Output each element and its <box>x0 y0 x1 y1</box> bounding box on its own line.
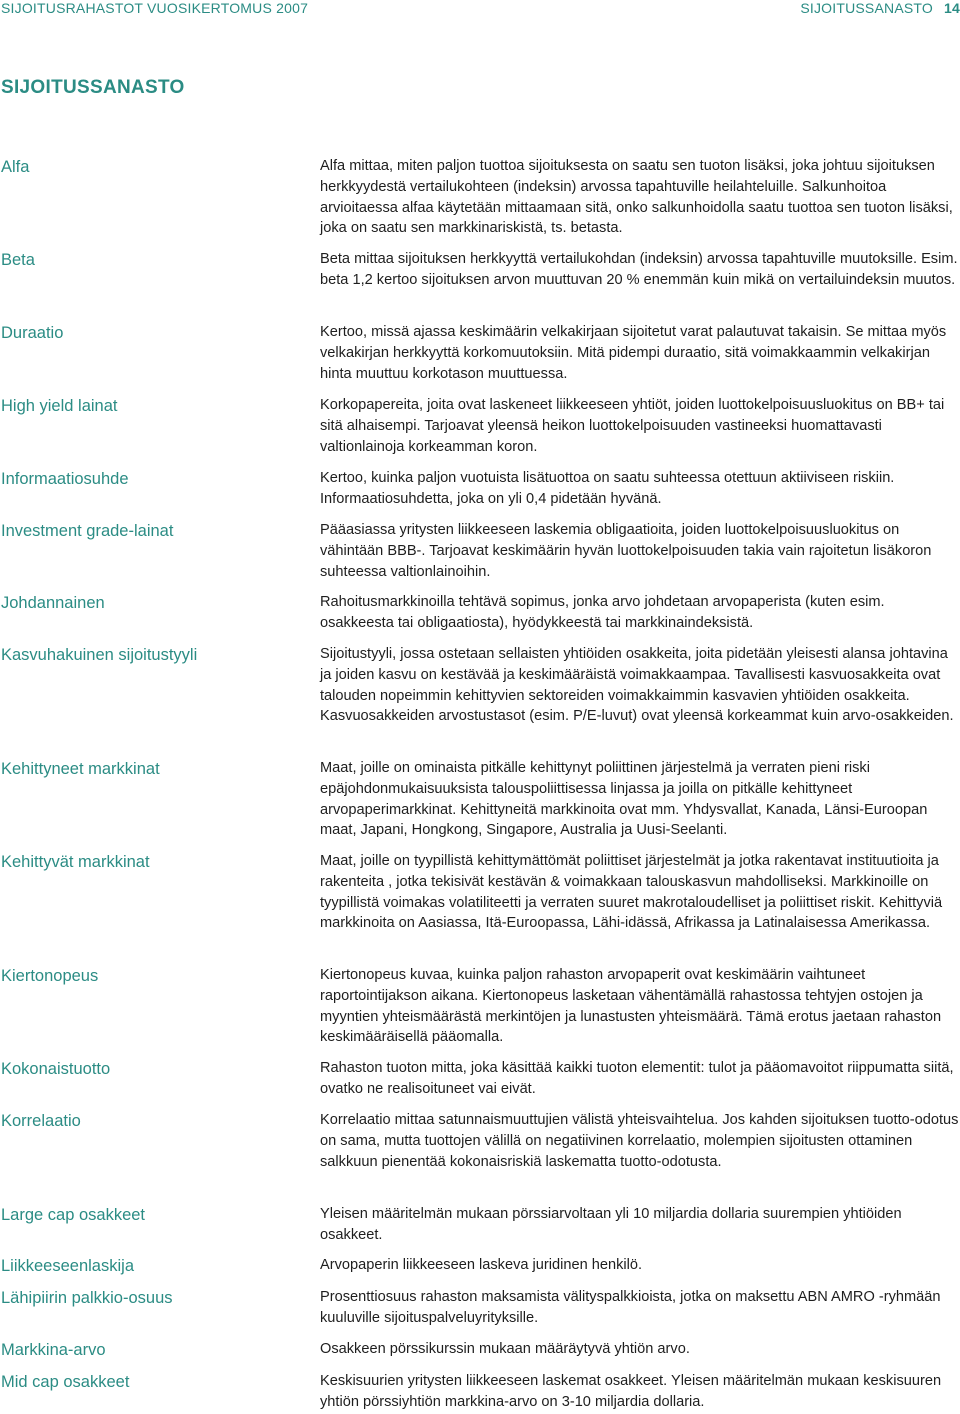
glossary-term: Kokonaistuotto <box>1 1060 111 1078</box>
page-number: 14 <box>944 0 960 16</box>
glossary-term: Informaatiosuhde <box>1 470 129 488</box>
glossary-definition: Prosenttiosuus rahaston maksamista välityspalkkioista, jotka on maksettu ABN AMRO -ryhmään kuuluville sijoituspalveluyrityksille. <box>320 1289 941 1326</box>
header-publication-title: SIJOITUSRAHASTOT VUOSIKERTOMUS 2007 <box>1 0 309 16</box>
glossary-definition: Kertoo, missä ajassa keskimäärin velkakirjaan sijoitetut varat palautuvat takaisin. Se mittaa myös velkakirjan herkkyyttä korkomuutoksiin. Mitä pidempi duraatio, sitä voimakkaammin velkakirjan hinta muuttuu korkotason muuttuessa. <box>320 324 947 382</box>
glossary-definition: Beta mittaa sijoituksen herkkyyttä vertailukohdan (indeksin) arvossa tapahtuville muutoksille. Esim. beta 1,2 kertoo sijoituksen arvon muuttuvan 20 % enemmän kuin mikä on vertailuindeksin muutos. <box>320 251 958 288</box>
glossary-term: Liikkeeseenlaskija <box>1 1257 134 1275</box>
glossary-definition: Yleisen määritelmän mukaan pörssiarvoltaan yli 10 miljardia dollaria suurempien yhtiöiden osakkeet. <box>320 1206 902 1243</box>
glossary-definition: Rahoitusmarkkinoilla tehtävä sopimus, jonka arvo johdetaan arvopaperista (kuten esim. osakkeesta tai obligaatiosta), hyödykkeestä tai markkinaindeksistä. <box>320 594 885 631</box>
glossary-definition: Korrelaatio mittaa satunnaismuuttujien välistä yhteisvaihtelua. Jos kahden sijoituksen tuotto-odotus on sama, mutta tuottojen välillä on negatiivinen korrelaatio, molempien sijoitusten ottaminen salkkuun pienentää kokonaisriskiä laskematta tuotto-odotusta. <box>320 1112 959 1170</box>
glossary-term: Mid cap osakkeet <box>1 1373 130 1391</box>
glossary-term: Markkina-arvo <box>1 1341 106 1359</box>
glossary-term: Kehittyneet markkinat <box>1 760 160 778</box>
page-title: SIJOITUSSANASTO <box>1 77 185 98</box>
glossary-term: Kasvuhakuinen sijoitustyyli <box>1 646 198 664</box>
glossary-definition: Maat, joille on tyypillistä kehittymättömät poliittiset järjestelmät ja jotka rakentavat instituutioita ja rakenteita , jotka tekisivät kestävän & voimakkaan talouskasvun mahdolliseksi. Markkinoille on tyypillistä voimakas volatiliteetti ja verraten suuret makrotaloudelliset ja poliittiset riskit. Kehittyviä markkinoita on Aasiassa, Itä-Euroopassa, Lähi-idässä, Afrikassa ja Latinalaisessa Amerikassa. <box>320 853 943 932</box>
glossary-definition: Kertoo, kuinka paljon vuotuista lisätuottoa on saatu suhteessa otettuun aktiiviseen riskiin. Informaatiosuhdetta, joka on yli 0,4 pidetään hyvänä. <box>320 470 895 507</box>
page-header <box>0 0 960 18</box>
glossary-definition: Arvopaperin liikkeeseen laskeva juridinen henkilö. <box>320 1257 643 1273</box>
glossary-term: High yield lainat <box>1 397 118 415</box>
glossary-definition: Alfa mittaa, miten paljon tuottoa sijoituksesta on saatu sen tuoton lisäksi, joka johtuu sijoituksen herkkyydestä vertailukohteen (indeksin) arvossa tapahtuville heilahteluille. Salkunhoitoa arvioitaessa alfaa käytetään mittaamaan sitä, onko salkunhoidolla saatu tuottoa sen tuoton lisäksi, joka on saatu sen markkinariskistä, ts. betasta. <box>320 158 953 237</box>
glossary-definition: Pääasiassa yritysten liikkeeseen laskemia obligaatioita, joiden luottokelpoisuusluokitus on vähintään BBB-. Tarjoavat keskimäärin hyvän luottokelpoisuuden takia vain rajoitetun lisäkoron suhteessa valtionlainoihin. <box>320 522 932 580</box>
glossary-term: Kehittyvät markkinat <box>1 853 150 871</box>
glossary-term: Johdannainen <box>1 594 105 612</box>
glossary-definition: Rahaston tuoton mitta, joka käsittää kaikki tuoton elementit: tulot ja pääomavoitot riippumatta siitä, ovatko ne realisoituneet vai eivät. <box>320 1060 954 1097</box>
glossary-term: Large cap osakkeet <box>1 1206 146 1224</box>
glossary-definition: Maat, joille on ominaista pitkälle kehittynyt poliittinen järjestelmä ja verraten pieni riski epäjohdonmukaisuuksista talouspoliittisessa linjassa ja joilla on pitkälle kehittyneet arvopaperimarkkinat. Kehittyneitä markkinoita ovat mm. Yhdysvallat, Kanada, Länsi-Euroopan maat, Japani, Hongkong, Singapore, Australia ja Uusi-Seelanti. <box>320 760 928 839</box>
glossary-term: Kiertonopeus <box>1 967 99 985</box>
glossary-term: Lähipiirin palkkio-osuus <box>1 1289 173 1307</box>
glossary-definition: Keskisuurien yritysten liikkeeseen laskemat osakkeet. Yleisen määritelmän mukaan keskisuuren yhtiön pörssiyhtiön markkina-arvo on 3-10 miljardia dollaria. <box>320 1373 942 1410</box>
glossary-definition: Kiertonopeus kuvaa, kuinka paljon rahaston arvopaperit ovat keskimäärin vaihtuneet raportointijakson aikana. Kiertonopeus lasketaan vähentämällä rahastossa tehtyjen ostojen ja myyntien yhteismäärästä merkintöjen ja lunastusten yhteismäärä. Tämä erotus jaetaan rahaston keskimääräisellä pääomalla. <box>320 967 942 1046</box>
glossary-term: Alfa <box>1 158 30 176</box>
glossary-term: Korrelaatio <box>1 1112 81 1130</box>
glossary-term: Duraatio <box>1 324 64 342</box>
glossary-term: Beta <box>1 251 35 269</box>
glossary-definition: Sijoitustyyli, jossa ostetaan sellaisten yhtiöiden osakkeita, joita pidetään yleisesti alansa johtavina ja joiden kasvu on kestävää ja keskimääräistä voimakkaampaa. Tavallisesti kasvuosakkeita ovat talouden nopeimmin kehittyvien sektoreiden voimakkaimmin kasvavien yhtiöiden osakkeita. Kasvuosakkeiden arvostustasot (esim. P/E-luvut) ovat yleensä korkeammat kuin arvo-osakkeiden. <box>320 646 954 725</box>
glossary-definition: Osakkeen pörssikurssin mukaan määräytyvä yhtiön arvo. <box>320 1341 690 1357</box>
glossary-definition: Korkopapereita, joita ovat laskeneet liikkeeseen yhtiöt, joiden luottokelpoisuusluokitus on BB+ tai sitä alhaisempi. Tarjoavat yleensä heikon luottokelpoisuuden vastineeksi huomattavasti valtionlainoja korkeamman koron. <box>320 397 945 455</box>
header-section-title: SIJOITUSSANASTO <box>800 0 933 16</box>
glossary-term: Investment grade-lainat <box>1 522 174 540</box>
